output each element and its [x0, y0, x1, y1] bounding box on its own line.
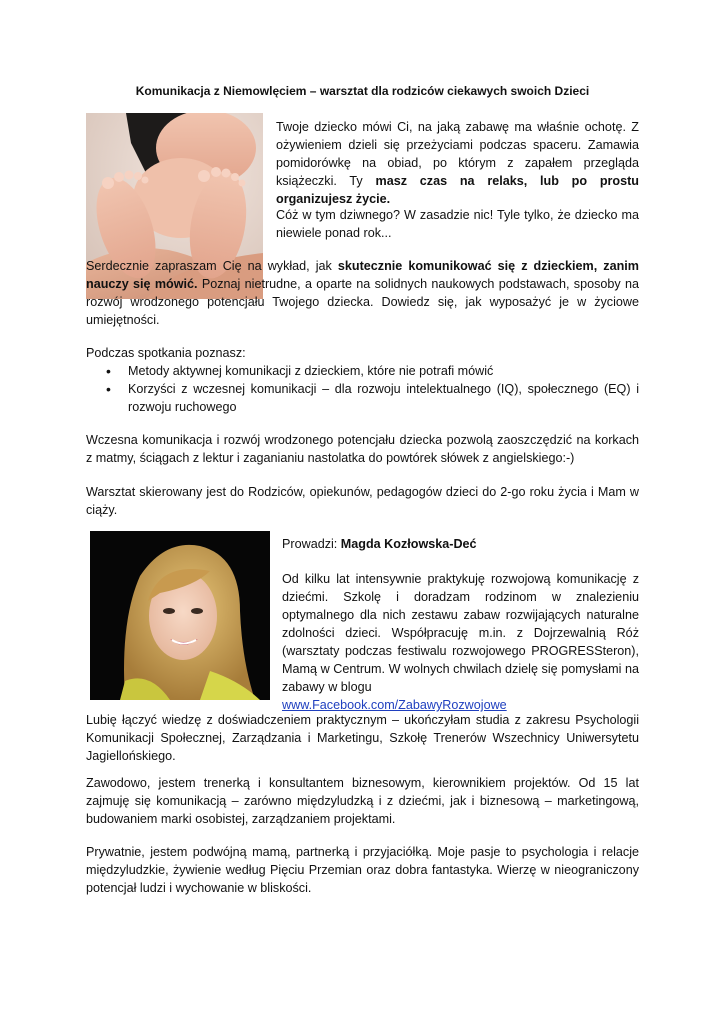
- meeting-section: [86, 344, 639, 416]
- host-label: Prowadzi:: [282, 537, 341, 551]
- intro-paragraph-3: [86, 257, 639, 329]
- intro-text: Twoje dziecko mówi Ci, na jaką zabawę ma właśnie ochotę. Z ożywieniem dzieli się przeżyciami podczas spaceru. Zamawia pomidorówkę na obiad, po którym z zapałem przegląda książeczki. Ty: [276, 120, 639, 188]
- host-bio: [282, 570, 639, 714]
- early-communication-paragraph: Wczesna komunikacja i rozwój wrodzonego potencjału dziecka pozwolą zaoszczędzić na korkach z matmy, ściągach z lektur i zaganianiu nastolatka do powtórek słówek z angielskiego:-): [86, 433, 639, 465]
- meeting-list: [86, 362, 639, 416]
- intro-paragraph-2: Cóż w tym dziwnego? W zasadzie nic! Tyle tylko, że dziecko ma niewiele ponad rok...: [276, 208, 639, 240]
- education-paragraph: Lubię łączyć wiedzę z doświadczeniem praktycznym – ukończyłam studia z zakresu Psychologii Komunikacji Społecznej, Zarządzania i Marketingu, Szkołę Trenerów Wszechnicy Uniwersytetu Jagiellońskiego.: [86, 713, 639, 763]
- host-portrait-photo: [90, 531, 270, 700]
- host-line: [282, 535, 639, 553]
- list-item: • Metody aktywnej komunikacji z dzieckiem, które nie potrafi mówić: [86, 362, 639, 380]
- host-bio-text: Od kilku lat intensywnie praktykuję rozwojową komunikację z dziećmi. Szkolę i doradzam rodzinom w znalezieniu optymalnego dla nich zestawu zabaw rozwijających naturalne zdolności dzieci. Współpracuję m.in. z Dojrzewalnią Róż (warsztaty podczas festiwalu rozwojowego PROGRESSteron), Mamą w Centrum. W wolnych chwilach dzielę się pomysłami na zabawy w blogu: [282, 572, 639, 694]
- meeting-heading: Podczas spotkania poznasz:: [86, 346, 246, 360]
- professional-paragraph: Zawodowo, jestem trenerką i konsultantem biznesowym, kierownikiem projektów. Od 15 lat zajmuję się komunikacją – zarówno międzyludzką i z dziećmi, jak i biznesową – marketingową, budowaniem marki osobistej, zarządzaniem projektami.: [86, 776, 639, 826]
- intro-paragraph-1: [276, 118, 639, 208]
- invite-continued-text: Poznaj nietrudne, a oparte na solidnych naukowych podstawach, sposoby na rozwój wrodzonego potencjału Twojego dziecka. Dowiedz się, jak wyposażyć je w życiowe umiejętności.: [86, 277, 639, 327]
- invite-text: Serdecznie zapraszam Cię na wykład, jak: [86, 259, 338, 273]
- host-name: Magda Kozłowska-Deć: [340, 537, 477, 551]
- invite-emphasis: skutecznie komunikować się z dzieckiem, zanim nauczy się mówić.: [86, 259, 639, 291]
- intro-emphasis: masz czas na relaks, lub po prostu organizujesz życie.: [276, 174, 639, 206]
- blog-link[interactable]: www.Facebook.com/ZabawyRozwojowe: [282, 698, 507, 712]
- personal-paragraph: Prywatnie, jestem podwójną mamą, partnerką i przyjaciółką. Moje pasje to psychologia i relacje międzyludzkie, żywienie według Pięciu Przemian oraz dobra fantastyka. Wierzę w nieograniczony potencjał ludzi i wychowanie w bliskości.: [86, 845, 639, 895]
- document-title: Komunikacja z Niemowlęciem – warsztat dla rodziców ciekawych swoich Dzieci: [135, 84, 590, 98]
- audience-paragraph: Warsztat skierowany jest do Rodziców, opiekunów, pedagogów dzieci do 2-go roku życia i Mam w ciąży.: [86, 485, 639, 517]
- list-item: • Korzyści z wczesnej komunikacji – dla rozwoju intelektualnego (IQ), społecznego (EQ) i rozwoju ruchowego: [86, 380, 639, 416]
